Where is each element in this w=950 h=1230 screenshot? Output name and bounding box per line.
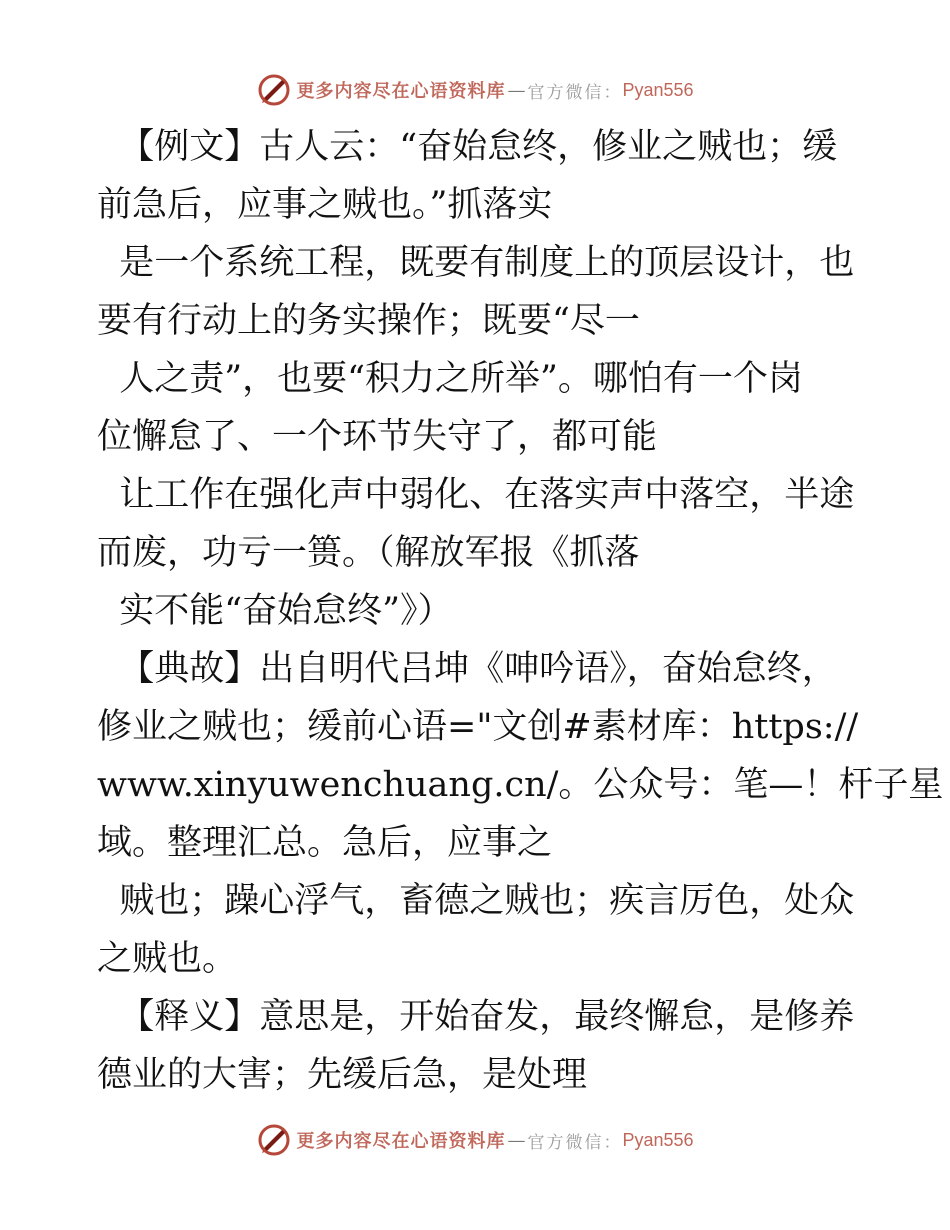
text-line: 贼也；躁心浮气，畜德之贼也；疾言厉色，处众 <box>97 881 855 921</box>
text-line: 而废，功亏一篑。（解放军报《抓落 <box>97 533 640 573</box>
banner-dash: — <box>507 1129 526 1151</box>
text-line: www.xinyuwenchuang.cn/。公众号：笔—！杆子星 <box>97 765 944 805</box>
text-line: 人之责”，也要“积力之所举”。哪怕有一个岗 <box>97 359 803 399</box>
wechat-label: 官方微信： <box>527 82 623 103</box>
text-line: 【例文】古人云：“奋始怠终，修业之贼也；缓 <box>97 127 838 167</box>
wechat-id: Pyan556 <box>622 79 694 100</box>
pen-logo-icon <box>256 72 292 108</box>
wechat-id: Pyan556 <box>622 1129 694 1150</box>
header-watermark-banner <box>0 70 950 110</box>
text-line: 是一个系统工程，既要有制度上的顶层设计，也 <box>97 243 855 283</box>
footer-watermark-banner <box>0 1120 950 1160</box>
text-line: 实不能“奋始怠终”》） <box>97 591 453 631</box>
text-line: 【释义】意思是，开始奋发，最终懈怠，是修养 <box>97 997 855 1037</box>
text-line: 【典故】出自明代吕坤《呻吟语》，奋始怠终， <box>97 649 837 689</box>
text-line: 修业之贼也；缓前心语="文创#素材库：https:// <box>97 707 859 747</box>
pen-logo-icon <box>256 1122 292 1158</box>
text-line: 域。整理汇总。急后，应事之 <box>97 823 553 863</box>
text-line: 要有行动上的务实操作；既要“尽一 <box>97 301 640 341</box>
text-line: 让工作在强化声中弱化、在落实声中落空，半途 <box>97 475 855 515</box>
text-line: 之贼也。 <box>97 939 238 979</box>
wechat-label: 官方微信： <box>527 1132 623 1153</box>
text-line: 位懈怠了、一个环节失守了，都可能 <box>97 417 658 457</box>
text-line: 前急后，应事之贼也。”抓落实 <box>97 185 553 225</box>
banner-dash: — <box>507 79 526 101</box>
document-body <box>97 118 944 1104</box>
site-name-text: 更多内容尽在心语资料库 <box>296 81 506 102</box>
site-name-text: 更多内容尽在心语资料库 <box>296 1131 506 1152</box>
text-line: 德业的大害；先缓后急，是处理 <box>97 1055 588 1095</box>
